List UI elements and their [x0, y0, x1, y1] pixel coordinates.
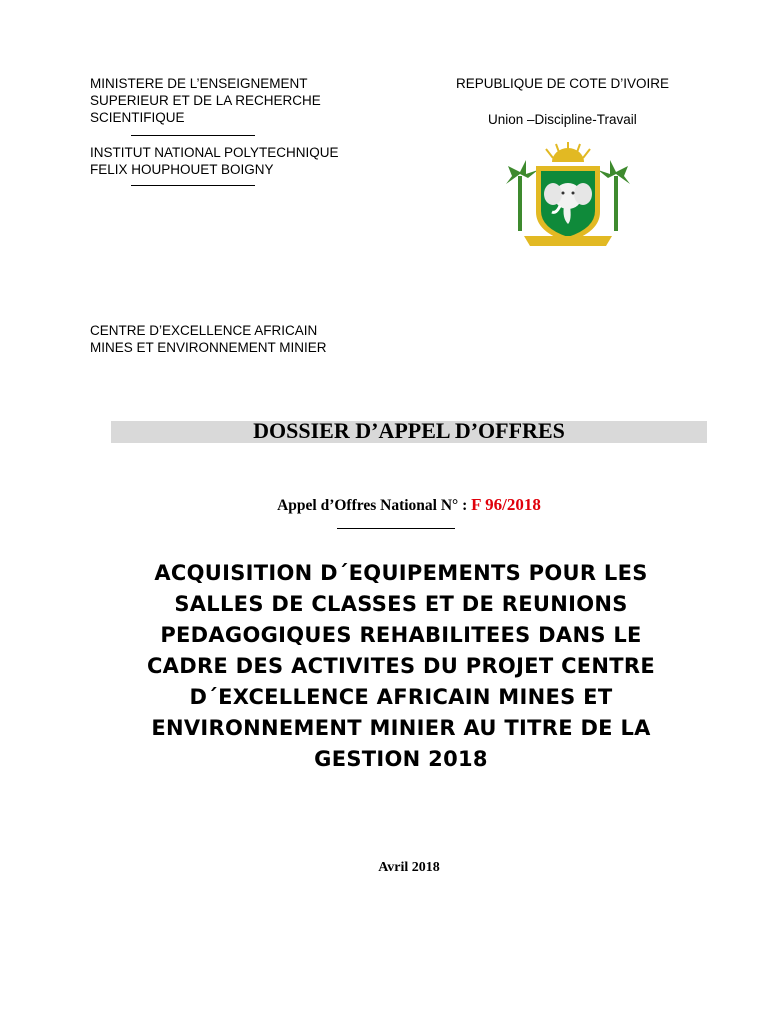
ministry-line: SUPERIEUR ET DE LA RECHERCHE [90, 93, 321, 108]
tender-number: F 96/2018 [471, 495, 541, 514]
subject-line: D´EXCELLENCE AFRICAIN MINES ET [189, 685, 613, 709]
tender-reference [0, 495, 770, 515]
tender-label: Appel d’Offres National N° : [277, 497, 468, 514]
ministry-block [90, 75, 321, 126]
national-motto: Union –Discipline-Travail [488, 112, 637, 127]
institute-line: INSTITUT NATIONAL POLYTECHNIQUE [90, 145, 339, 160]
ministry-line: MINISTERE DE L’ENSEIGNEMENT [90, 76, 308, 91]
cote-divoire-coat-of-arms-icon [506, 136, 630, 251]
divider [337, 528, 455, 529]
ministry-line: SCIENTIFIQUE [90, 110, 185, 125]
subject-title [40, 558, 762, 775]
centre-line: CENTRE D’EXCELLENCE AFRICAIN [90, 323, 318, 338]
subject-line: GESTION 2018 [314, 747, 488, 771]
divider [131, 185, 255, 186]
subject-line: PEDAGOGIQUES REHABILITEES DANS LE [160, 623, 642, 647]
subject-line: CADRE DES ACTIVITES DU PROJET CENTRE [146, 654, 656, 678]
document-title: DOSSIER D’APPEL D’OFFRES [253, 418, 565, 443]
document-date: Avril 2018 [378, 860, 440, 875]
subject-line: ACQUISITION D´EQUIPEMENTS POUR LES [154, 561, 648, 585]
institute-line: FELIX HOUPHOUET BOIGNY [90, 162, 274, 177]
institute-block [90, 144, 339, 178]
subject-line: SALLES DE CLASSES ET DE REUNIONS [174, 592, 628, 616]
centre-line: MINES ET ENVIRONNEMENT MINIER [90, 340, 327, 355]
country-name: REPUBLIQUE DE COTE D’IVOIRE [456, 76, 670, 91]
subject-line: ENVIRONNEMENT MINIER AU TITRE DE LA [151, 716, 651, 740]
centre-block [90, 322, 327, 356]
divider [131, 135, 255, 136]
